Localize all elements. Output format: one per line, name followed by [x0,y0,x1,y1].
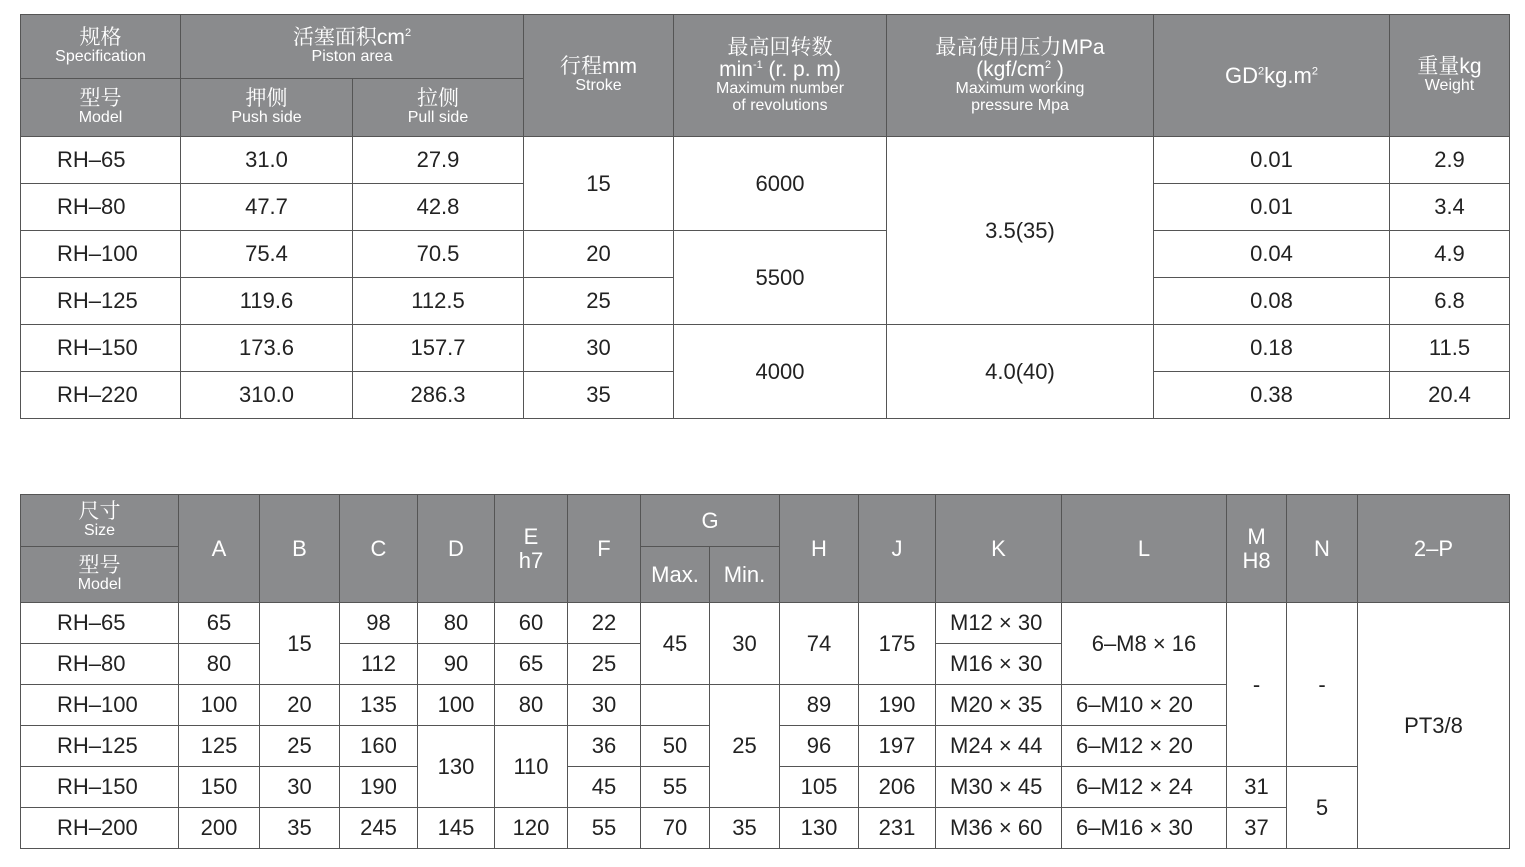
a-cell: 100 [179,685,260,726]
gd-cell: 0.04 [1154,231,1390,278]
stroke-cell: 20 [524,231,674,278]
l-cell: 6–M8 × 16 [1062,603,1227,685]
m-cell: - [1227,603,1287,767]
stroke-cell: 15 [524,137,674,231]
model-cell: RH–100 [21,231,181,278]
b-cell: 30 [260,767,340,808]
n-cell: - [1287,603,1358,767]
model-cell: RH–80 [21,644,179,685]
d-cell: 90 [418,644,495,685]
col-h-header: H [780,495,859,603]
pull-side-header: 拉侧 Pull side [353,79,524,137]
col-g-min-header: Min. [710,547,780,603]
d-cell: 80 [418,603,495,644]
piston-area-header: 活塞面积$cm^2$ Piston area [181,15,524,79]
model-header: 型号 Model [21,547,179,603]
g-min-cell: 25 [710,685,780,808]
model-cell: RH–150 [21,767,179,808]
push-cell: 310.0 [181,372,353,419]
e-cell: 60 [495,603,568,644]
rev-cell: 5500 [674,231,887,325]
push-cell: 75.4 [181,231,353,278]
g-max-cell: 50 [641,726,710,767]
a-cell: 65 [179,603,260,644]
weight-cell: 11.5 [1390,325,1510,372]
push-side-header: 押侧 Push side [181,79,353,137]
c-cell: 190 [340,767,418,808]
rev-cell: 4000 [674,325,887,419]
model-cell: RH–200 [21,808,179,849]
col-l-header: L [1062,495,1227,603]
b-cell: 25 [260,726,340,767]
h-cell: 89 [780,685,859,726]
pull-cell: 70.5 [353,231,524,278]
gd2-header: $GD^2kg.m^2$ [1154,15,1390,137]
table-row [21,603,1510,644]
k-cell: M12 × 30 [936,603,1062,644]
rev-cell: 6000 [674,137,887,231]
c-cell: 245 [340,808,418,849]
e-cell: 80 [495,685,568,726]
stroke-header: 行程mm Stroke [524,15,674,137]
push-cell: 119.6 [181,278,353,325]
f-cell: 45 [568,767,641,808]
g-max-cell [641,685,710,726]
pressure-cell: 3.5(35) [887,137,1154,325]
dimension-table [20,494,1510,849]
pull-cell: 42.8 [353,184,524,231]
col-g-header: G [641,495,780,547]
push-cell: 47.7 [181,184,353,231]
push-cell: 173.6 [181,325,353,372]
model-header: 型号 Model [21,79,181,137]
l-cell: 6–M16 × 30 [1062,808,1227,849]
weight-cell: 4.9 [1390,231,1510,278]
c-cell: 160 [340,726,418,767]
b-cell: 15 [260,603,340,685]
k-cell: M20 × 35 [936,685,1062,726]
c-cell: 98 [340,603,418,644]
pressure-header: 最高使用压力MPa ($kgf/cm^2$ ) Maximum working pressure Mpa [887,15,1154,137]
g-max-cell: 45 [641,603,710,685]
model-cell: RH–65 [21,603,179,644]
g-min-cell: 35 [710,808,780,849]
col-a-header: A [179,495,260,603]
table-row [21,808,1510,849]
gd-cell: 0.01 [1154,184,1390,231]
j-cell: 206 [859,767,936,808]
model-cell: RH–125 [21,278,181,325]
model-cell: RH–80 [21,184,181,231]
m-cell: 31 [1227,767,1287,808]
model-cell: RH–150 [21,325,181,372]
g-min-cell: 30 [710,603,780,685]
f-cell: 36 [568,726,641,767]
col-k-header: K [936,495,1062,603]
g-max-cell: 70 [641,808,710,849]
e-cell: 120 [495,808,568,849]
f-cell: 30 [568,685,641,726]
h-cell: 96 [780,726,859,767]
table-row [21,325,1510,372]
pull-cell: 112.5 [353,278,524,325]
pull-cell: 157.7 [353,325,524,372]
b-cell: 20 [260,685,340,726]
a-cell: 150 [179,767,260,808]
gd-cell: 0.38 [1154,372,1390,419]
push-cell: 31.0 [181,137,353,184]
f-cell: 25 [568,644,641,685]
d-cell: 145 [418,808,495,849]
gd-cell: 0.08 [1154,278,1390,325]
j-cell: 197 [859,726,936,767]
a-cell: 200 [179,808,260,849]
table-row [21,231,1510,278]
col-p-header: 2–P [1358,495,1510,603]
col-b-header: B [260,495,340,603]
model-cell: RH–100 [21,685,179,726]
g-max-cell: 55 [641,767,710,808]
spec-header: 规格 Specification [21,15,181,79]
revolutions-header: 最高回转数 $\min^{-1} (r$. p. m) Maximum number of revolutions [674,15,887,137]
weight-cell: 20.4 [1390,372,1510,419]
specification-table [20,14,1510,419]
stroke-cell: 35 [524,372,674,419]
k-cell: M16 × 30 [936,644,1062,685]
b-cell: 35 [260,808,340,849]
col-c-header: C [340,495,418,603]
h-cell: 105 [780,767,859,808]
gd-cell: 0.01 [1154,137,1390,184]
col-g-max-header: Max. [641,547,710,603]
a-cell: 125 [179,726,260,767]
pull-cell: 27.9 [353,137,524,184]
col-m-header: M H8 [1227,495,1287,603]
weight-cell: 2.9 [1390,137,1510,184]
col-j-header: J [859,495,936,603]
e-cell: 65 [495,644,568,685]
l-cell: 6–M12 × 20 [1062,726,1227,767]
weight-cell: 6.8 [1390,278,1510,325]
stroke-cell: 25 [524,278,674,325]
k-cell: M24 × 44 [936,726,1062,767]
col-d-header: D [418,495,495,603]
f-cell: 22 [568,603,641,644]
model-cell: RH–220 [21,372,181,419]
f-cell: 55 [568,808,641,849]
c-cell: 135 [340,685,418,726]
l-cell: 6–M10 × 20 [1062,685,1227,726]
model-cell: RH–125 [21,726,179,767]
col-n-header: N [1287,495,1358,603]
d-cell: 130 [418,726,495,808]
stroke-cell: 30 [524,325,674,372]
k-cell: M36 × 60 [936,808,1062,849]
h-cell: 130 [780,808,859,849]
j-cell: 175 [859,603,936,685]
gd-cell: 0.18 [1154,325,1390,372]
pressure-cell: 4.0(40) [887,325,1154,419]
table-row [21,137,1510,184]
j-cell: 190 [859,685,936,726]
k-cell: M30 × 45 [936,767,1062,808]
model-cell: RH–65 [21,137,181,184]
col-e-header: E h7 [495,495,568,603]
d-cell: 100 [418,685,495,726]
pull-cell: 286.3 [353,372,524,419]
col-f-header: F [568,495,641,603]
n-cell: 5 [1287,767,1358,849]
j-cell: 231 [859,808,936,849]
l-cell: 6–M12 × 24 [1062,767,1227,808]
e-cell: 110 [495,726,568,808]
weight-cell: 3.4 [1390,184,1510,231]
weight-header: 重量kg Weight [1390,15,1510,137]
m-cell: 37 [1227,808,1287,849]
h-cell: 74 [780,603,859,685]
a-cell: 80 [179,644,260,685]
p-cell: PT3/8 [1358,603,1510,849]
size-header: 尺寸 Size [21,495,179,547]
c-cell: 112 [340,644,418,685]
